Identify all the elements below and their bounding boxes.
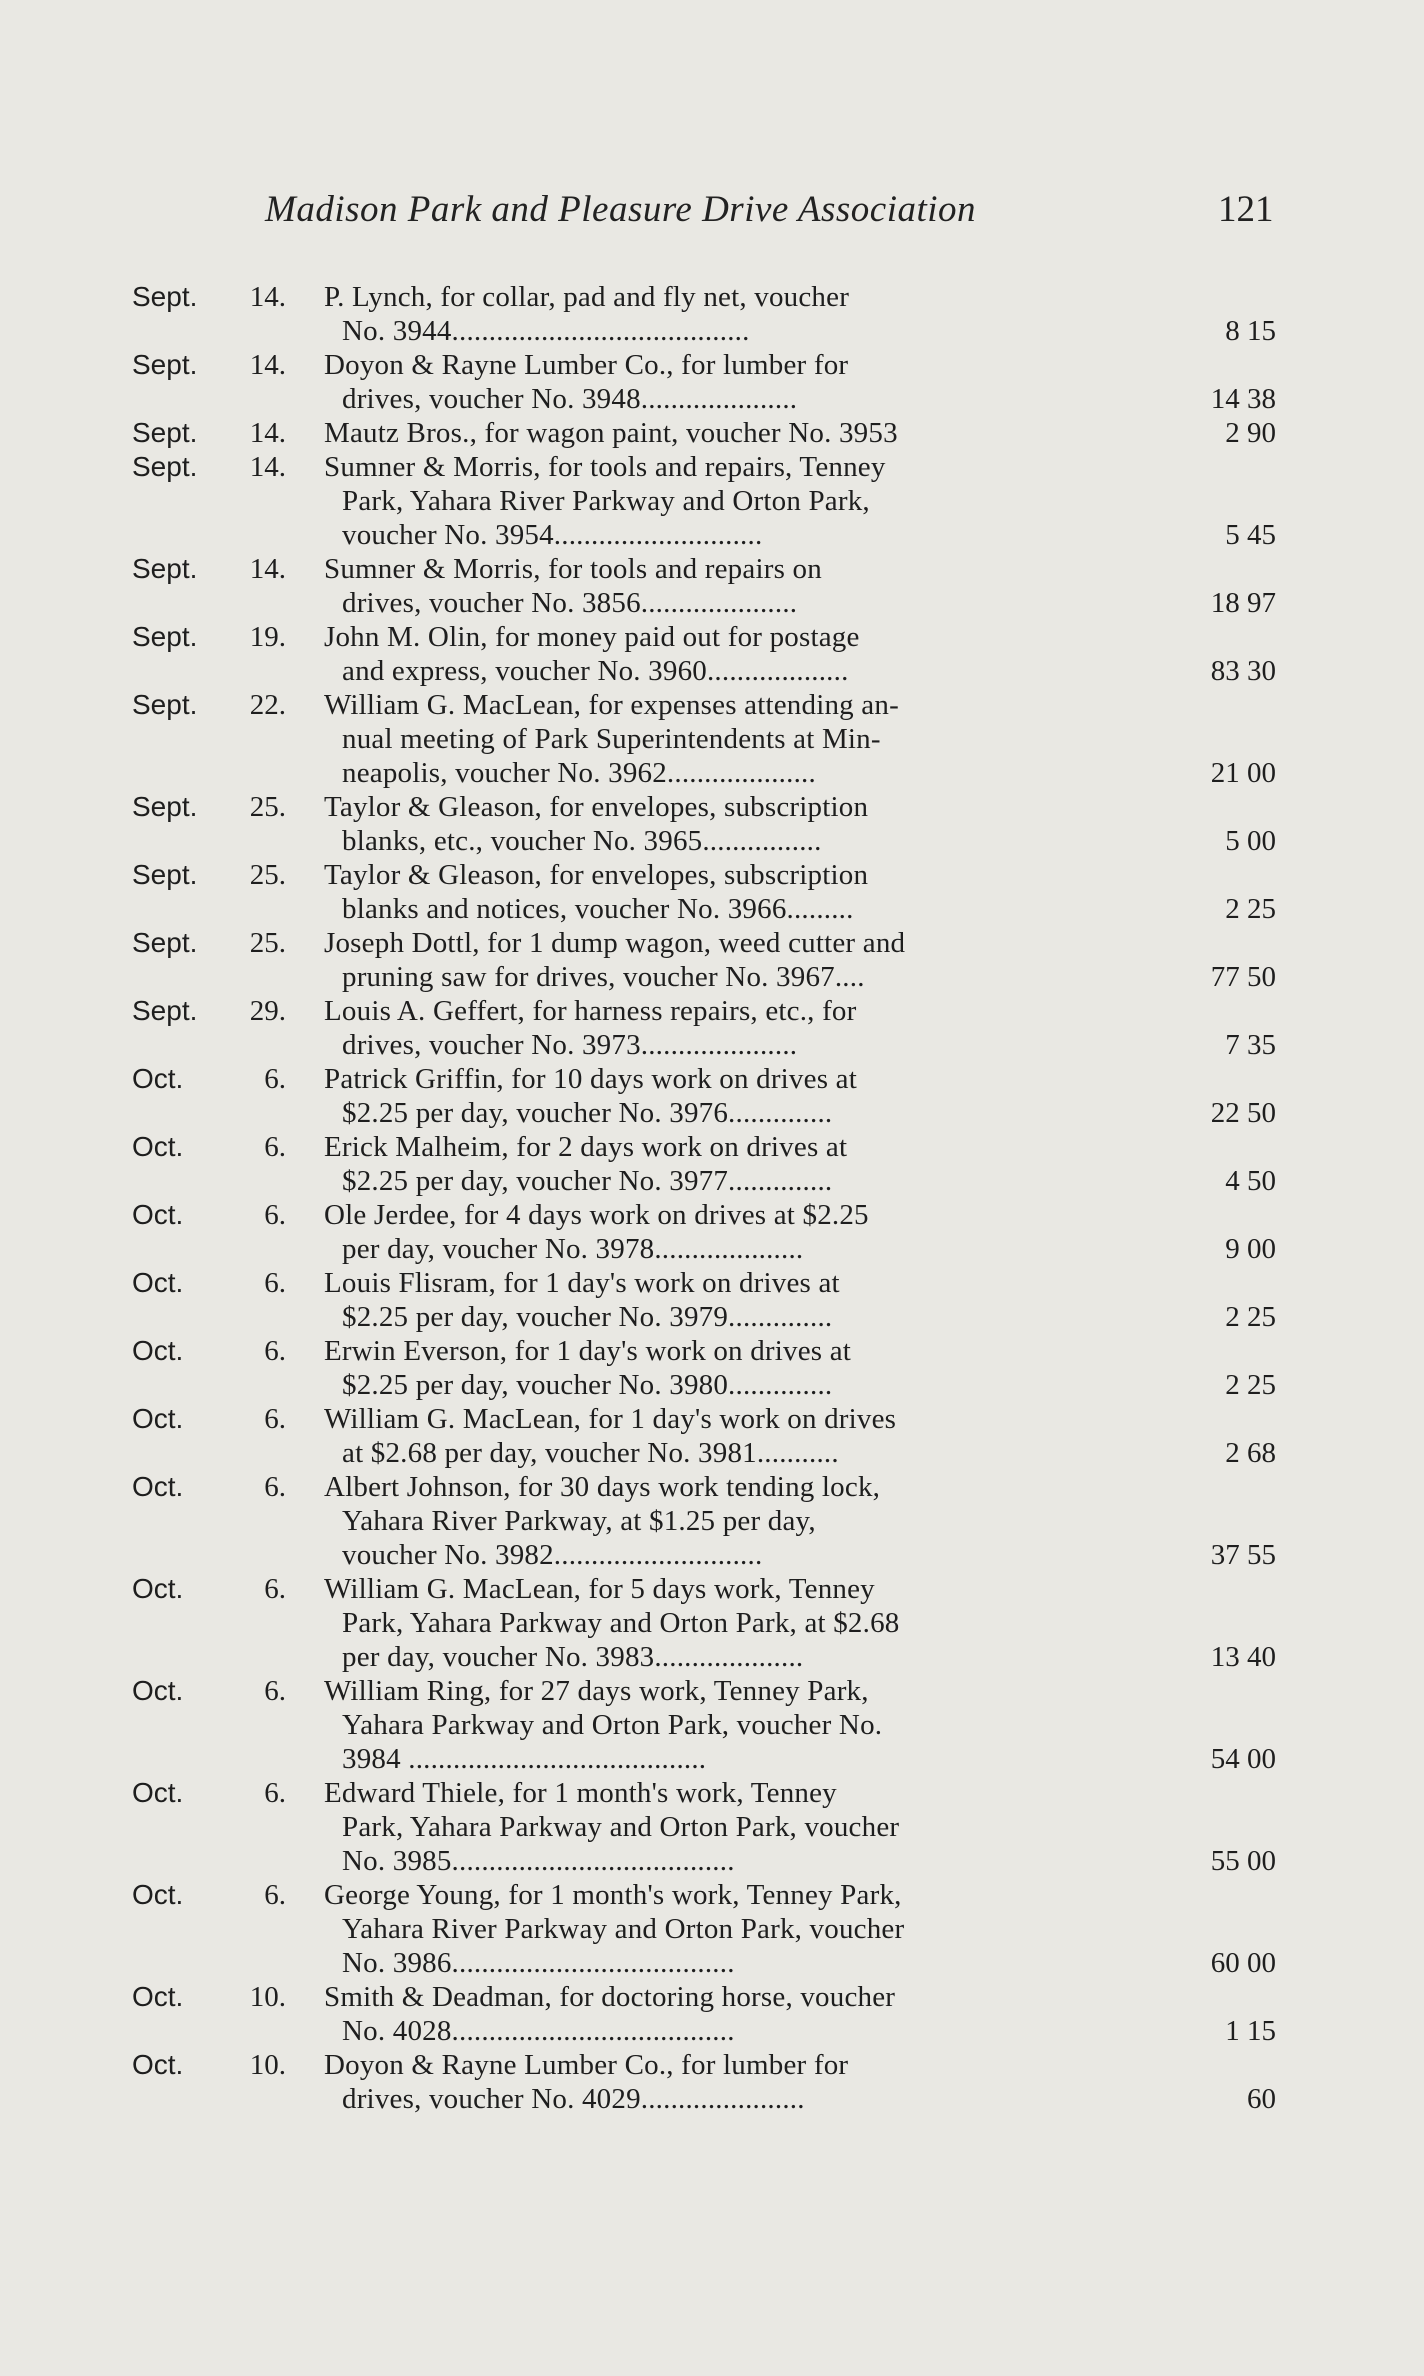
ledger-entry [0, 552, 1424, 620]
entry-description [324, 790, 1104, 858]
entry-description [324, 1266, 1104, 1334]
entry-amount: 60 [1247, 2083, 1276, 2115]
entry-description [324, 2048, 1104, 2116]
entry-description [324, 450, 1104, 552]
entry-description [324, 1776, 1104, 1878]
entry-amount: 60 00 [1210, 1947, 1276, 1979]
entry-description-line: William G. MacLean, for 1 day's work on drives [324, 1403, 897, 1435]
entry-description-line: No. 3986...................................... [342, 1947, 735, 1979]
entry-amount: 1 15 [1225, 2015, 1276, 2047]
ledger-entries [0, 280, 1424, 2116]
entry-description-line: Louis A. Geffert, for harness repairs, etc., for [324, 995, 857, 1027]
entry-day: 6. [264, 1131, 286, 1163]
entry-month: Oct. [132, 1471, 184, 1502]
entry-description [324, 1062, 1104, 1130]
entry-day: 25. [249, 927, 286, 959]
entry-month: Oct. [132, 1403, 184, 1434]
entry-description-line: Yahara Parkway and Orton Park, voucher No. [342, 1709, 883, 1741]
entry-description [324, 1674, 1104, 1776]
entry-description [324, 1334, 1104, 1402]
ledger-entry [0, 1402, 1424, 1470]
entry-month: Sept. [132, 451, 198, 482]
entry-day: 10. [249, 1981, 286, 2013]
entry-description-line: Mautz Bros., for wagon paint, voucher No. 3953 [324, 417, 898, 449]
entry-description-line: Taylor & Gleason, for envelopes, subscription [324, 859, 869, 891]
entry-description-line: Yahara River Parkway, at $1.25 per day, [342, 1505, 816, 1537]
entry-amount: 2 25 [1225, 1369, 1276, 1401]
entry-description [324, 1572, 1104, 1674]
entry-day: 6. [264, 1573, 286, 1605]
entry-description [324, 688, 1104, 790]
entry-description [324, 416, 1104, 450]
entry-day: 25. [249, 859, 286, 891]
entry-day: 6. [264, 1063, 286, 1095]
entry-amount: 54 00 [1210, 1743, 1276, 1775]
entry-amount: 13 40 [1210, 1641, 1276, 1673]
entry-month: Oct. [132, 1981, 184, 2012]
entry-amount: 4 50 [1225, 1165, 1276, 1197]
entry-month: Sept. [132, 281, 198, 312]
entry-description [324, 1402, 1104, 1470]
entry-day: 6. [264, 1675, 286, 1707]
entry-description [324, 552, 1104, 620]
entry-description-line: drives, voucher No. 3973..................... [342, 1029, 798, 1061]
entry-day: 6. [264, 1403, 286, 1435]
entry-description-line: $2.25 per day, voucher No. 3980.............. [342, 1369, 833, 1401]
entry-description-line: No. 3985...................................... [342, 1845, 735, 1877]
entry-day: 6. [264, 1777, 286, 1809]
entry-description-line: $2.25 per day, voucher No. 3976.............. [342, 1097, 833, 1129]
entry-month: Sept. [132, 553, 198, 584]
entry-description [324, 1198, 1104, 1266]
entry-description-line: Doyon & Rayne Lumber Co., for lumber for [324, 349, 849, 381]
entry-month: Sept. [132, 859, 198, 890]
ledger-entry [0, 1470, 1424, 1572]
entry-description-line: Taylor & Gleason, for envelopes, subscription [324, 791, 869, 823]
entry-description-line: voucher No. 3982............................ [342, 1539, 763, 1571]
entry-description-line: neapolis, voucher No. 3962.................... [342, 757, 816, 789]
entry-amount: 2 68 [1225, 1437, 1276, 1469]
entry-day: 22. [249, 689, 286, 721]
ledger-entry [0, 1334, 1424, 1402]
entry-amount: 77 50 [1210, 961, 1276, 993]
entry-description [324, 1470, 1104, 1572]
entry-amount: 37 55 [1210, 1539, 1276, 1571]
entry-description-line: blanks and notices, voucher No. 3966......... [342, 893, 854, 925]
ledger-entry [0, 1878, 1424, 1980]
entry-description [324, 1878, 1104, 1980]
entry-description-line: Erick Malheim, for 2 days work on drives at [324, 1131, 848, 1163]
entry-description-line: John M. Olin, for money paid out for postage [324, 621, 860, 653]
entry-month: Oct. [132, 1675, 184, 1706]
entry-description-line: and express, voucher No. 3960................... [342, 655, 849, 687]
entry-day: 14. [249, 553, 286, 585]
entry-month: Oct. [132, 1199, 184, 1230]
ledger-entry [0, 790, 1424, 858]
entry-month: Sept. [132, 349, 198, 380]
entry-description [324, 994, 1104, 1062]
entry-amount: 7 35 [1225, 1029, 1276, 1061]
ledger-entry [0, 280, 1424, 348]
entry-month: Sept. [132, 621, 198, 652]
ledger-entry [0, 1062, 1424, 1130]
ledger-entry [0, 926, 1424, 994]
entry-description-line: Park, Yahara River Parkway and Orton Park, [342, 485, 870, 517]
entry-description-line: per day, voucher No. 3983.................... [342, 1641, 804, 1673]
entry-description-line: $2.25 per day, voucher No. 3977.............. [342, 1165, 833, 1197]
entry-day: 6. [264, 1199, 286, 1231]
entry-description-line: William G. MacLean, for expenses attending an- [324, 689, 899, 721]
entry-amount: 21 00 [1210, 757, 1276, 789]
entry-description [324, 858, 1104, 926]
entry-description-line: Albert Johnson, for 30 days work tending lock, [324, 1471, 881, 1503]
entry-description-line: $2.25 per day, voucher No. 3979.............. [342, 1301, 833, 1333]
entry-amount: 2 90 [1225, 417, 1276, 449]
entry-description-line: P. Lynch, for collar, pad and fly net, voucher [324, 281, 850, 313]
entry-amount: 55 00 [1210, 1845, 1276, 1877]
entry-description-line: Doyon & Rayne Lumber Co., for lumber for [324, 2049, 849, 2081]
ledger-entry [0, 2048, 1424, 2116]
entry-month: Oct. [132, 1335, 184, 1366]
entry-description [324, 1980, 1104, 2048]
entry-amount: 2 25 [1225, 1301, 1276, 1333]
entry-day: 10. [249, 2049, 286, 2081]
entry-description-line: nual meeting of Park Superintendents at Min- [342, 723, 881, 755]
ledger-entry [0, 450, 1424, 552]
entry-day: 25. [249, 791, 286, 823]
entry-description-line: Louis Flisram, for 1 day's work on drives at [324, 1267, 840, 1299]
entry-description-line: 3984 ........................................ [342, 1743, 707, 1775]
entry-month: Sept. [132, 689, 198, 720]
entry-description-line: Smith & Deadman, for doctoring horse, voucher [324, 1981, 896, 2013]
entry-day: 6. [264, 1879, 286, 1911]
ledger-entry [0, 1266, 1424, 1334]
entry-day: 6. [264, 1471, 286, 1503]
entry-amount: 5 45 [1225, 519, 1276, 551]
entry-description-line: Edward Thiele, for 1 month's work, Tenney [324, 1777, 837, 1809]
entry-description-line: voucher No. 3954............................ [342, 519, 763, 551]
entry-day: 14. [249, 417, 286, 449]
ledger-entry [0, 620, 1424, 688]
entry-day: 6. [264, 1267, 286, 1299]
entry-description-line: Park, Yahara Parkway and Orton Park, voucher [342, 1811, 900, 1843]
ledger-entry [0, 688, 1424, 790]
entry-day: 14. [249, 451, 286, 483]
entry-description-line: Ole Jerdee, for 4 days work on drives at $2.25 [324, 1199, 869, 1231]
entry-day: 14. [249, 349, 286, 381]
running-title: Madison Park and Pleasure Drive Association [265, 189, 977, 230]
entry-description-line: Park, Yahara Parkway and Orton Park, at $2.68 [342, 1607, 900, 1639]
entry-description-line: William Ring, for 27 days work, Tenney Park, [324, 1675, 869, 1707]
page-header [0, 188, 1424, 238]
entry-description-line: Patrick Griffin, for 10 days work on drives at [324, 1063, 857, 1095]
entry-amount: 18 97 [1210, 587, 1276, 619]
entry-month: Oct. [132, 1879, 184, 1910]
ledger-entry [0, 1572, 1424, 1674]
entry-day: 14. [249, 281, 286, 313]
entry-amount: 9 00 [1225, 1233, 1276, 1265]
entry-description-line: Sumner & Morris, for tools and repairs on [324, 553, 822, 585]
entry-amount: 2 25 [1225, 893, 1276, 925]
entry-description-line: Sumner & Morris, for tools and repairs, Tenney [324, 451, 886, 483]
entry-description-line: No. 3944........................................ [342, 315, 750, 347]
entry-description-line: drives, voucher No. 3856..................... [342, 587, 798, 619]
ledger-entry [0, 1674, 1424, 1776]
entry-month: Sept. [132, 417, 198, 448]
entry-month: Oct. [132, 1267, 184, 1298]
entry-description [324, 926, 1104, 994]
ledger-entry [0, 994, 1424, 1062]
entry-description-line: Erwin Everson, for 1 day's work on drives at [324, 1335, 852, 1367]
ledger-entry [0, 1980, 1424, 2048]
entry-description-line: blanks, etc., voucher No. 3965................ [342, 825, 822, 857]
entry-amount: 22 50 [1210, 1097, 1276, 1129]
entry-description [324, 280, 1104, 348]
entry-description-line: No. 4028...................................... [342, 2015, 735, 2047]
entry-description-line: at $2.68 per day, voucher No. 3981........... [342, 1437, 839, 1469]
ledger-entry [0, 348, 1424, 416]
entry-amount: 5 00 [1225, 825, 1276, 857]
entry-month: Oct. [132, 2049, 184, 2080]
ledger-entry [0, 1776, 1424, 1878]
entry-description-line: drives, voucher No. 4029...................... [342, 2083, 805, 2115]
entry-amount: 8 15 [1225, 315, 1276, 347]
entry-amount: 14 38 [1210, 383, 1276, 415]
entry-month: Oct. [132, 1573, 184, 1604]
ledger-entry [0, 1130, 1424, 1198]
entry-description-line: George Young, for 1 month's work, Tenney Park, [324, 1879, 902, 1911]
entry-month: Sept. [132, 927, 198, 958]
entry-description-line: Joseph Dottl, for 1 dump wagon, weed cutter and [324, 927, 906, 959]
entry-day: 6. [264, 1335, 286, 1367]
entry-description [324, 348, 1104, 416]
entry-month: Oct. [132, 1063, 184, 1094]
entry-month: Sept. [132, 791, 198, 822]
entry-description-line: pruning saw for drives, voucher No. 3967.... [342, 961, 865, 993]
entry-day: 29. [249, 995, 286, 1027]
page-number: 121 [1218, 189, 1274, 230]
ledger-entry [0, 858, 1424, 926]
entry-month: Oct. [132, 1777, 184, 1808]
ledger-entry [0, 416, 1424, 450]
entry-month: Oct. [132, 1131, 184, 1162]
entry-month: Sept. [132, 995, 198, 1026]
entry-amount: 83 30 [1210, 655, 1276, 687]
entry-description-line: Yahara River Parkway and Orton Park, voucher [342, 1913, 905, 1945]
ledger-entry [0, 1198, 1424, 1266]
entry-description [324, 620, 1104, 688]
entry-description-line: per day, voucher No. 3978.................... [342, 1233, 804, 1265]
entry-description-line: drives, voucher No. 3948..................... [342, 383, 798, 415]
entry-description [324, 1130, 1104, 1198]
entry-description-line: William G. MacLean, for 5 days work, Tenney [324, 1573, 875, 1605]
entry-day: 19. [249, 621, 286, 653]
